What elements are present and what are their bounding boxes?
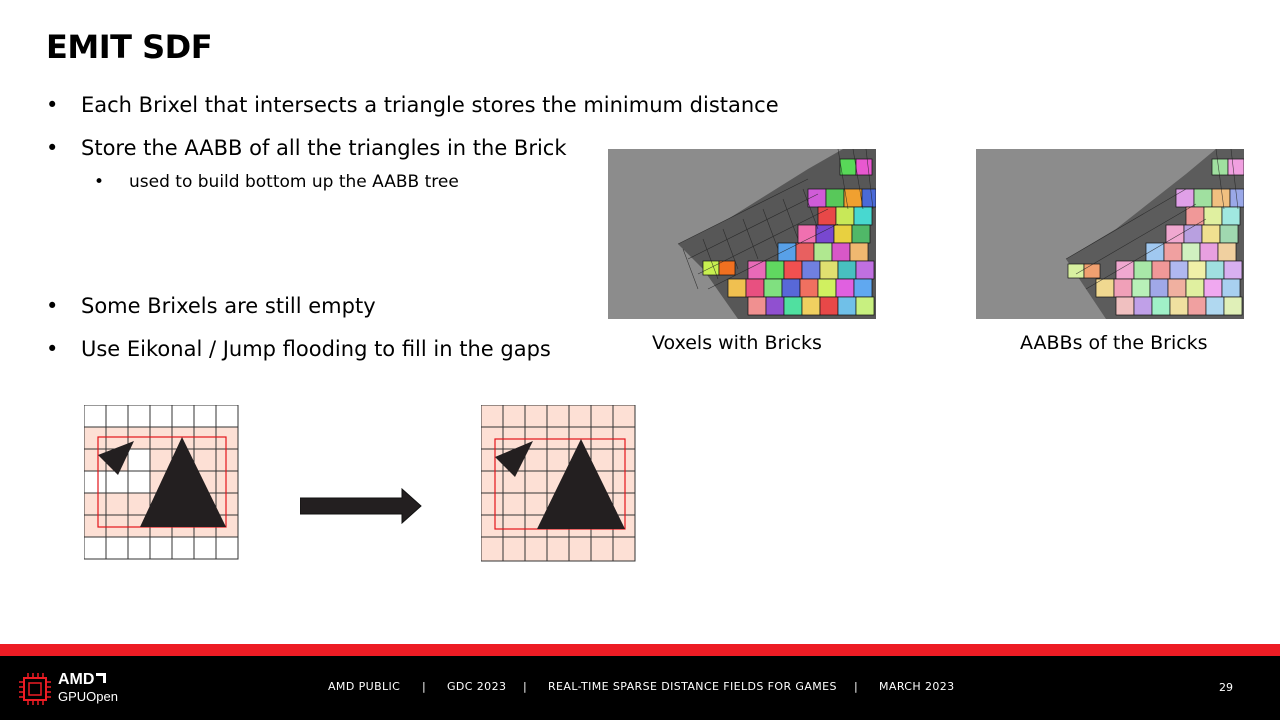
brick-grid-before-diagram [84, 405, 240, 565]
footer-separator: | [854, 680, 859, 693]
bullet-dot: • [46, 136, 59, 160]
footer-classification: AMD PUBLIC [328, 680, 401, 693]
footer-date: MARCH 2023 [879, 680, 955, 693]
filled-brixels [481, 405, 635, 561]
bullet-text: Store the AABB of all the triangles in the Brick [81, 136, 567, 160]
amd-arrow-icon [96, 673, 106, 683]
gpuopen-text: GPUOpen [58, 689, 118, 704]
bullet-dot: • [94, 172, 105, 192]
bullet-dot: • [46, 93, 59, 117]
bullet-dot: • [46, 337, 59, 361]
amd-brand-text: AMD [58, 671, 95, 688]
amd-chip-icon [18, 672, 52, 706]
footer-separator: | [422, 680, 427, 693]
footer-talk-title: REAL-TIME SPARSE DISTANCE FIELDS FOR GAMES [548, 680, 837, 693]
bullet-text: Some Brixels are still empty [81, 294, 376, 318]
right-arrow-icon [300, 488, 424, 524]
brick-grid-after-diagram [481, 405, 639, 565]
caption-aabbs-of-bricks: AABBs of the Bricks [1020, 332, 1208, 354]
page-number: 29 [1219, 681, 1233, 694]
bullet-text: used to build bottom up the AABB tree [129, 172, 459, 192]
caption-voxels-with-bricks: Voxels with Bricks [652, 332, 822, 354]
bullet-text: Use Eikonal / Jump flooding to fill in the gaps [81, 337, 551, 361]
footer [0, 656, 1280, 720]
slide-title: EMIT SDF [46, 28, 213, 66]
aabbs-of-bricks-image [976, 149, 1244, 319]
bullet-text: Each Brixel that intersects a triangle stores the minimum distance [81, 93, 779, 117]
amd-logo [58, 671, 106, 688]
footer-separator: | [523, 680, 528, 693]
footer-accent-bar [0, 644, 1280, 656]
voxels-with-bricks-image [608, 149, 876, 319]
footer-event: GDC 2023 [447, 680, 507, 693]
bullet-dot: • [46, 294, 59, 318]
